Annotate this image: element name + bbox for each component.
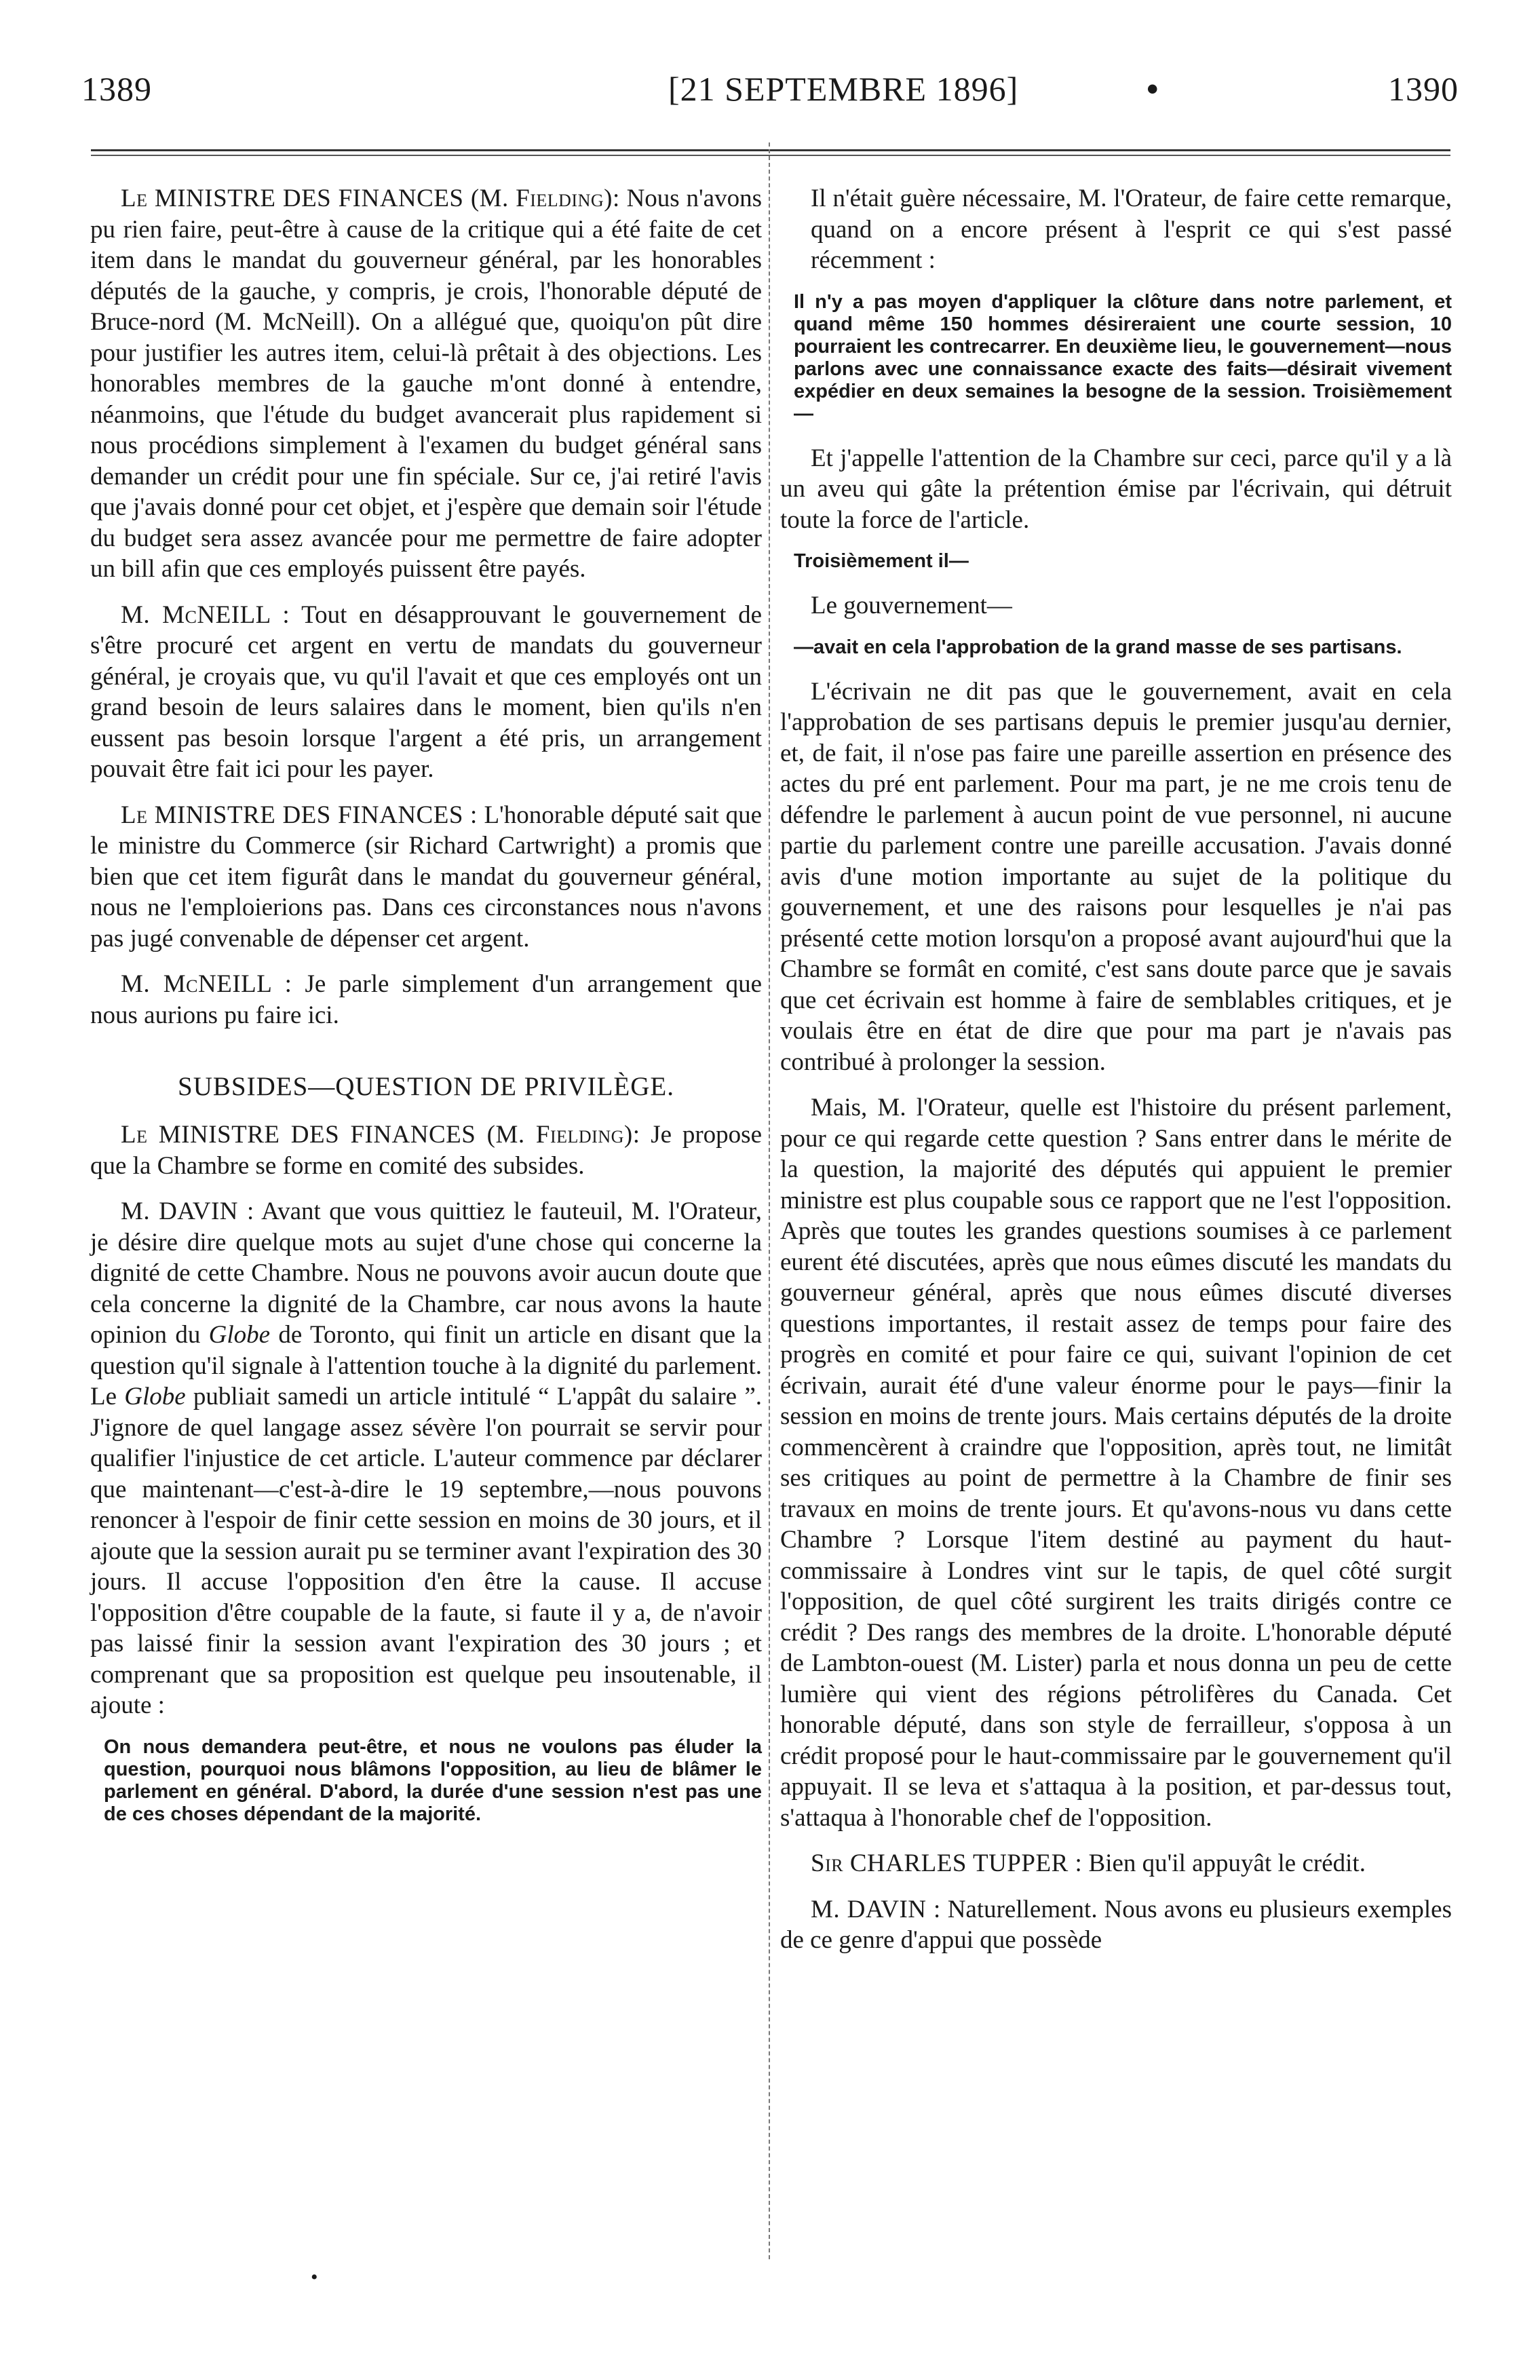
quoted-excerpt: Il n'y a pas moyen d'appliquer la clôture dans notre parlement, et quand même 150 hommes désireraient une courte session, 10 pourraient les contrecarrer. En deuxième lieu, le gouvernement—nous parlons avec une connaissance exacte des faits—désirait vivement expédier en deux semaines la besogne de la session. Troisièmement—	[794, 290, 1452, 425]
speaker-name: M. McNEILL :	[121, 970, 292, 998]
paragraph: Le gouvernement—	[811, 592, 1012, 619]
section-heading: SUBSIDES—QUESTION DE PRIVILÈGE.	[178, 1072, 674, 1101]
page-number-left: 1389	[81, 70, 152, 108]
paragraph	[90, 183, 762, 585]
header-date: [21 SEPTEMBRE 1896]	[668, 70, 1019, 108]
header-dot: •	[1147, 70, 1159, 108]
paragraph: Mais, M. l'Orateur, quelle est l'histoire du présent parlement, pour ce qui regarde cette question ? Sans entrer dans le mérite de la question, la majorité des députés qui appuient le premier ministre est plus coupable sous ce rapport que ne l'est l'opposition. Après que toutes les grandes questions soumises à ce parlement eurent été discutées, après que nous eûmes discuté les mandats du gouverneur général, après que nous eûmes discuté diverses questions importantes, il restait assez de temps pour faire des progrès en comité et pour faire ce qui, suivant l'opinion de cet écrivain, aurait été d'une valeur énorme pour le pays—finir la session en moins de trente jours. Mais certains députés de la droite commencèrent à craindre que l'opposition, après tout, ne limitât ses critiques au point de permettre à la Chambre de finir ses travaux en moins de trente jours. Et qu'avons-nous vu dans cette Chambre ? Lorsque l'item destiné au payment du haut-commissaire à Londres vint sur le tapis, de quel côté surgit l'opposition, de quel côté surgirent les traits dirigés contre ce crédit ? Des rangs des membres de la droite. L'honorable député de Lambton-ouest (M. Lister) parla et nous donna un peu de cette lumière qui vient des régions pétrolifères du Canada. Cet honorable député, dans son style de ferrailleur, s'opposa à un crédit proposé pour le haut-commissaire par le gouvernement qu'il appuyait. Il se leva et s'attaqua à la position, et par-dessus tout, s'attaqua à l'honorable chef de l'opposition.	[780, 1094, 1452, 1832]
speech-text: Naturellement. Nous avons eu plusieurs exemples de ce genre d'appui que possède	[780, 1895, 1452, 1954]
page-number-right: 1390	[1388, 70, 1459, 108]
speaker-name: M. McNEILL :	[121, 600, 290, 629]
paragraph: L'écrivain ne dit pas que le gouvernement, avait en cela l'approbation de ses partisans depuis le premier jusqu'au dernier, et, de fait, il n'ose pas faire une pareille assertion en présence des actes du pré ent parlement. Pour ma part, je ne me crois tenu de défendre le parlement à aucun point de vue personnel, ni aucune partie du parlement contre une pareille accusation. J'avais donné avis d'une motion importante au sujet de la politique du gouvernement, et une des raisons pour lesquelles je n'ai pas présenté cette motion lorsqu'on a proposé avant aujourd'hui que la Chambre se formât en comité, c'est sans doute parce que je savais que cet écrivain est homme à faire de semblables critiques, et je voulais être en état de dire que pour ma part je n'avais pas contribué à prolonger la session.	[780, 677, 1452, 1076]
paragraph	[90, 600, 762, 785]
paragraph	[90, 969, 762, 1031]
speaker-name: Sir CHARLES TUPPER :	[811, 1849, 1083, 1877]
paragraph	[90, 800, 762, 955]
column-divider	[769, 142, 770, 2259]
footer-mark: •	[311, 2266, 318, 2288]
newspaper-name: Globe	[124, 1383, 186, 1410]
paragraph: Il n'était guère nécessaire, M. l'Orateur, de faire cette remarque, quand on a encore présent à l'esprit ce qui s'est passé récemment :	[811, 185, 1452, 274]
speech-text: de Toronto, qui finit un article en disant que la question qu'il signale à l'attention touche à la dignité du parlement. Le	[90, 1321, 762, 1410]
header-rule-thin	[91, 155, 1450, 156]
speech-text: L'honorable député sait que le ministre du Commerce (sir Richard Cartwright) a promis que bien que cet item figurât dans le mandat du gouverneur général, nous ne l'emploierions pas. Dans ces circonstances nous n'avons pas jugé convenable de dépenser cet argent.	[90, 801, 762, 953]
speech-text: Tout en désapprouvant le gouvernement de s'être procuré cet argent en vertu de mandats du gouverneur général, je croyais que, vu qu'il l'avait et que ces employés ont un grand besoin de leurs salaires dans le moment, bien qu'ils n'en eussent pas besoin lorsque l'argent a été pris, un arrangement pouvait être fait ici pour les payer.	[90, 600, 762, 783]
speaker-name: Le MINISTRE DES FINANCES :	[121, 801, 478, 829]
paragraph	[780, 1848, 1452, 1879]
quoted-excerpt: Troisièmement il—	[794, 550, 969, 572]
paragraph	[90, 1196, 762, 1721]
quoted-excerpt: —avait en cela l'approbation de la grand masse de ses partisans.	[794, 636, 1402, 658]
newspaper-name: Globe	[208, 1321, 271, 1349]
speech-text: Je parle simplement d'un arrangement que nous aurions pu faire ici.	[90, 970, 762, 1029]
paragraph	[90, 1119, 762, 1181]
right-column	[780, 183, 1452, 1971]
speaker-name: Le MINISTRE DES FINANCES (M. Fielding):	[121, 185, 620, 212]
speaker-name: M. DAVIN :	[121, 1197, 254, 1225]
paragraph	[780, 1894, 1452, 1956]
speech-text: Je propose que la Chambre se forme en comité des subsides.	[90, 1121, 763, 1180]
speaker-name: Le MINISTRE DES FINANCES (M. Fielding):	[121, 1121, 640, 1149]
speech-text: publiait samedi un article intitulé “ L'appât du salaire ”. J'ignore de quel langage assez sévère l'on pourrait se servir pour qualifier l'injustice de cet article. L'auteur commence par déclarer que maintenant—c'est-à-dire le 19 septembre,—nous pouvons renoncer à l'espoir de finir cette session en moins de 30 jours, et il ajoute que la session aurait pu se terminer avant l'expiration des 30 jours. Il accuse l'opposition d'en être la cause. Il accuse l'opposition d'être coupable de la faute, si faute il y a, de n'avoir pas laissé finir la session avant l'expiration des 30 jours ; et comprenant que sa proposition est quelque peu insoutenable, il ajoute :	[90, 1383, 762, 1719]
page-header	[81, 69, 1459, 117]
speech-text: Avant que vous quittiez le fauteuil, M. l'Orateur, je désire dire quelque mots au sujet d'une chose qui concerne la dignité de cette Chambre. Nous ne pouvons avoir aucun doute que cela concerne la dignité de la Chambre, car nous avons la haute opinion du	[90, 1197, 762, 1349]
speech-text: Nous n'avons pu rien faire, peut-être à cause de la critique qui a été faite de cet item dans le mandat du gouverneur général, par les honorables députés de la gauche, y compris, je crois, l'honorable député de Bruce-nord (M. McNeill). On a allégué que, quoiqu'on pût dire pour justifier les autres item, celui-là prêtait à des objections. Les honorables membres de la gauche m'ont donné à entendre, néanmoins, que l'étude du budget avancerait plus rapidement si nous procédions simplement à l'examen du budget général sans demander un crédit pour une fin spéciale. Sur ce, j'ai retiré l'avis que j'avais donné pour cet objet, et j'espère que demain soir l'étude du budget sera assez avancée pour me permettre de faire adopter un bill afin que ces employés puissent être payés.	[90, 185, 763, 583]
header-rule	[91, 149, 1450, 151]
speaker-name: M. DAVIN :	[811, 1895, 941, 1923]
quoted-excerpt: On nous demandera peut-être, et nous ne voulons pas éluder la question, pourquoi nous blâmons l'opposition, au lieu de blâmer le parlement en général. D'abord, la durée d'une session n'est pas une de ces choses dépendant de la majorité.	[104, 1735, 762, 1825]
paragraph: Et j'appelle l'attention de la Chambre sur ceci, parce qu'il y a là un aveu qui gâte la prétention émise par l'écrivain, qui détruit toute la force de l'article.	[780, 444, 1452, 534]
left-column	[90, 183, 762, 1843]
speech-text: Bien qu'il appuyât le crédit.	[1082, 1849, 1366, 1877]
